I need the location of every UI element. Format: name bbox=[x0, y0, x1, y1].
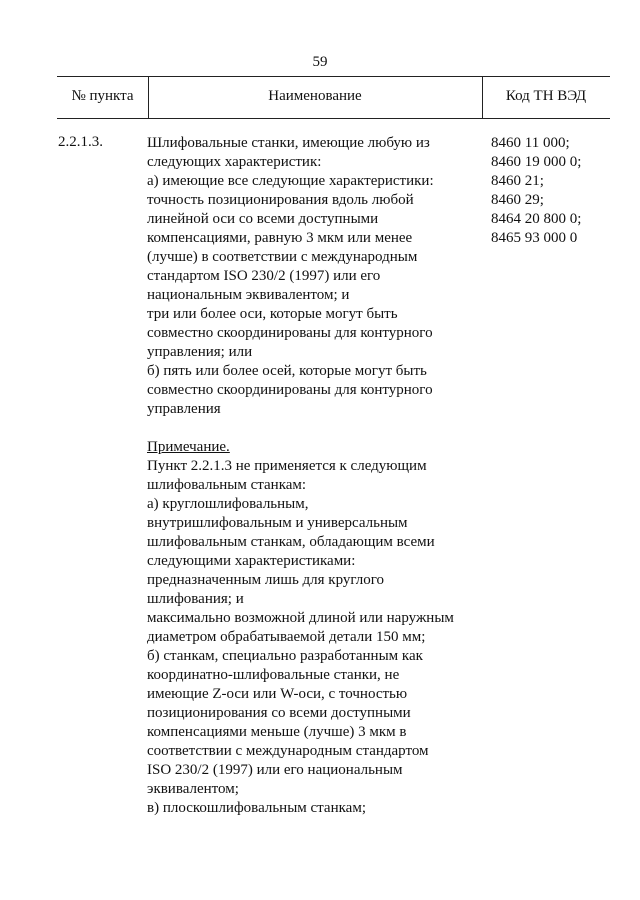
header-top-rule bbox=[57, 76, 610, 77]
tn-ved-code: 8460 29; bbox=[491, 192, 544, 208]
note-line: шлифовальным станкам: bbox=[147, 477, 307, 493]
note-line: в) плоскошлифовальным станкам; bbox=[147, 800, 366, 816]
note-block bbox=[147, 457, 487, 818]
description-line: Шлифовальные станки, имеющие любую из bbox=[147, 135, 430, 151]
description-line: компенсациями, равную 3 мкм или менее bbox=[147, 230, 413, 246]
note-line: предназначенным лишь для круглого bbox=[147, 572, 385, 588]
tn-ved-code: 8460 19 000 0; bbox=[491, 154, 582, 170]
tn-ved-code: 8460 21; bbox=[491, 173, 544, 189]
note-line: эквивалентом; bbox=[147, 781, 239, 797]
description-line: а) имеющие все следующие характеристики: bbox=[147, 173, 434, 189]
header-name: Наименование bbox=[268, 88, 362, 104]
description-line: управления; или bbox=[147, 344, 253, 360]
tn-ved-codes bbox=[491, 134, 611, 248]
note-line: компенсациями меньше (лучше) 3 мкм в bbox=[147, 724, 407, 740]
header-code: Код ТН ВЭД bbox=[505, 88, 587, 104]
note-line: внутришлифовальным и универсальным bbox=[147, 515, 408, 531]
note-line: а) круглошлифовальным, bbox=[147, 496, 309, 512]
note-heading: Примечание. bbox=[147, 439, 230, 455]
item-description bbox=[147, 134, 487, 818]
note-line: позиционирования со всеми доступными bbox=[147, 705, 411, 721]
description-line: б) пять или более осей, которые могут быть bbox=[147, 363, 427, 379]
paragraph-gap bbox=[147, 419, 487, 438]
description-block bbox=[147, 134, 487, 419]
description-line: стандартом ISO 230/2 (1997) или его bbox=[147, 268, 381, 284]
page-number: 59 bbox=[312, 54, 328, 70]
note-line: имеющие Z-оси или W-оси, с точностью bbox=[147, 686, 408, 702]
note-line: б) станкам, специально разработанным как bbox=[147, 648, 423, 664]
tn-ved-code: 8464 20 800 0; bbox=[491, 211, 582, 227]
note-line: следующими характеристиками: bbox=[147, 553, 356, 569]
tn-ved-code: 8465 93 000 0 bbox=[491, 230, 578, 246]
note-line: шлифовальным станкам, обладающим всеми bbox=[147, 534, 435, 550]
note-line: максимально возможной длиной или наружным bbox=[147, 610, 454, 626]
tn-ved-code: 8460 11 000; bbox=[491, 135, 570, 151]
item-number: 2.2.1.3. bbox=[58, 134, 103, 150]
note-line: диаметром обрабатываемой детали 150 мм; bbox=[147, 629, 426, 645]
description-line: следующих характеристик: bbox=[147, 154, 322, 170]
description-line: совместно скоординированы для контурного bbox=[147, 325, 433, 341]
note-line: ISO 230/2 (1997) или его национальным bbox=[147, 762, 403, 778]
description-line: точность позиционирования вдоль любой bbox=[147, 192, 414, 208]
note-line: соответствии с международным стандартом bbox=[147, 743, 429, 759]
description-line: три или более оси, которые могут быть bbox=[147, 306, 398, 322]
description-line: линейной оси со всеми доступными bbox=[147, 211, 379, 227]
note-line: Пункт 2.2.1.3 не применяется к следующим bbox=[147, 458, 427, 474]
header-bottom-rule bbox=[57, 118, 610, 119]
note-line: координатно-шлифовальные станки, не bbox=[147, 667, 400, 683]
description-line: (лучше) в соответствии с международным bbox=[147, 249, 418, 265]
description-line: управления bbox=[147, 401, 221, 417]
description-line: совместно скоординированы для контурного bbox=[147, 382, 433, 398]
note-line: шлифования; и bbox=[147, 591, 244, 607]
description-line: национальным эквивалентом; и bbox=[147, 287, 350, 303]
header-item-number: № пункта bbox=[71, 88, 134, 104]
